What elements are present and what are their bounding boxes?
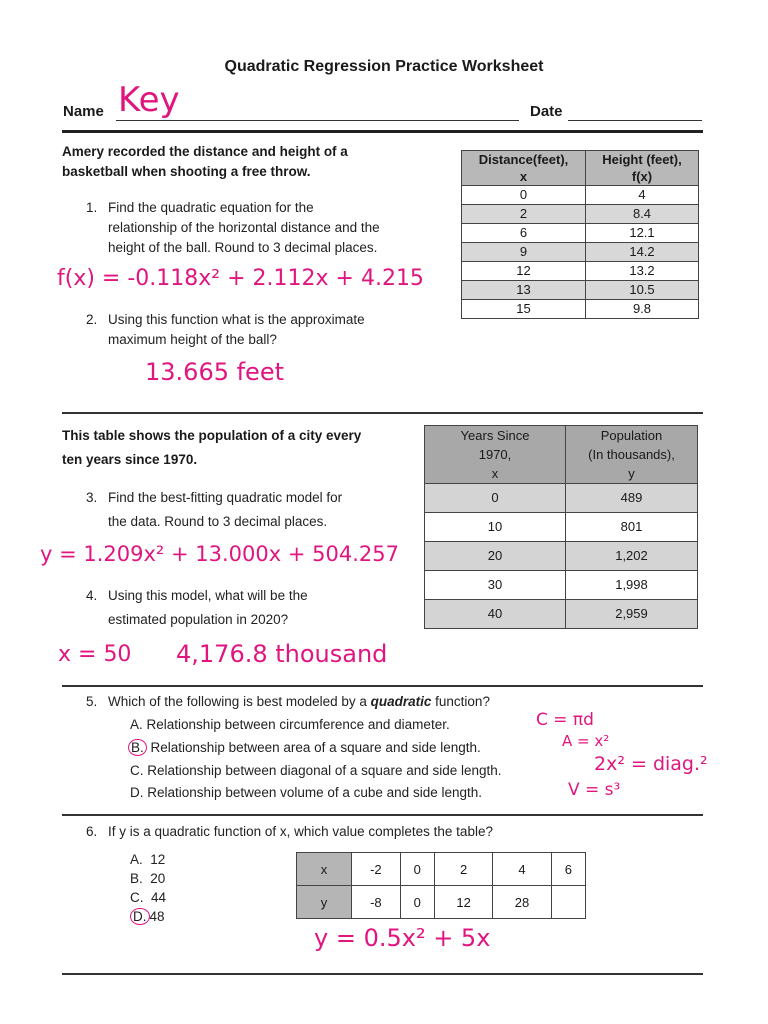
q5-note-c: 2x² = diag.² — [594, 753, 708, 775]
table-row: 12 13.2 — [462, 262, 699, 281]
table-header: Population (In thousands), y — [566, 426, 698, 484]
question-5: 5. Which of the following is best modeled by a quadratic function? — [86, 694, 490, 709]
answer-4: 4,176.8 thousand — [176, 640, 388, 668]
table-row: 2 8.4 — [462, 205, 699, 224]
table-row: 0 489 — [425, 484, 698, 513]
table-row: 0 4 — [462, 186, 699, 205]
table-header: Distance(feet), x — [462, 151, 586, 186]
date-label: Date — [530, 103, 563, 120]
table-row: 15 9.8 — [462, 300, 699, 319]
answer-2: 13.665 feet — [145, 358, 284, 386]
section1-stem: Amery recorded the distance and height of a basketball when shooting a free throw. — [62, 144, 348, 179]
q6-option-d[interactable]: D. 48 — [130, 907, 166, 926]
question-6: 6. If y is a quadratic function of x, which value completes the table? — [86, 824, 493, 839]
q5-option-d[interactable]: D. Relationship between volume of a cube and side length. — [130, 785, 482, 800]
q6-option-c[interactable]: C. 44 — [130, 890, 167, 905]
question-1: 1. Find the quadratic equation for the relationship of the horizontal distance and the height of the ball. Round to 3 decimal places. — [86, 200, 380, 255]
missing-value-cell[interactable] — [551, 886, 585, 919]
distance-height-table — [461, 150, 699, 319]
question-3: 3. Find the best-fitting quadratic model for the data. Round to 3 decimal places. — [86, 490, 343, 529]
divider — [62, 685, 703, 687]
q5-note-d: V = s³ — [568, 780, 621, 800]
table-row: 10 801 — [425, 513, 698, 542]
divider — [62, 973, 703, 975]
q5-option-a[interactable]: A. Relationship between circumference and diameter. — [130, 717, 450, 732]
xy-table — [296, 852, 586, 919]
q5-option-c[interactable]: C. Relationship between diagonal of a square and side length. — [130, 763, 502, 778]
name-field[interactable] — [116, 119, 519, 121]
answer-circle: D. — [130, 908, 150, 925]
name-label: Name — [63, 103, 104, 120]
page-title: Quadratic Regression Practice Worksheet — [224, 58, 544, 75]
name-value: Key — [118, 80, 180, 120]
table-row: y -8 0 12 28 — [297, 886, 586, 919]
table-row: 6 12.1 — [462, 224, 699, 243]
answer-1: f(x) = -0.118x² + 2.112x + 4.215 — [57, 266, 424, 291]
q6-options — [130, 850, 166, 926]
q5-option-b[interactable]: B. Relationship between area of a square and side length. — [128, 737, 481, 758]
population-table — [424, 425, 698, 629]
answer-4-x: x = 50 — [58, 642, 132, 667]
question-4: 4. Using this model, what will be the estimated population in 2020? — [86, 588, 308, 627]
q5-note-b: A = x² — [562, 732, 610, 750]
answer-3: y = 1.209x² + 13.000x + 504.257 — [40, 542, 399, 566]
table-row: 13 10.5 — [462, 281, 699, 300]
divider — [62, 412, 703, 414]
q6-option-a[interactable]: A. 12 — [130, 852, 166, 867]
table-row: 40 2,959 — [425, 600, 698, 629]
table-row: x -2 0 2 4 6 — [297, 853, 586, 886]
table-header: Height (feet), f(x) — [586, 151, 699, 186]
section2-stem: This table shows the population of a city every ten years since 1970. — [62, 428, 362, 467]
divider — [62, 814, 703, 816]
question-2: 2. Using this function what is the approximate maximum height of the ball? — [86, 312, 365, 347]
answer-6: y = 0.5x² + 5x — [314, 924, 491, 952]
date-field[interactable] — [568, 119, 702, 121]
divider — [62, 130, 703, 133]
table-row: 9 14.2 — [462, 243, 699, 262]
table-header: Years Since 1970, x — [425, 426, 566, 484]
q6-option-b[interactable]: B. 20 — [130, 871, 166, 886]
table-row: 20 1,202 — [425, 542, 698, 571]
q5-note-a: C = πd — [536, 710, 594, 730]
table-row: 30 1,998 — [425, 571, 698, 600]
answer-circle: B. — [128, 739, 147, 756]
